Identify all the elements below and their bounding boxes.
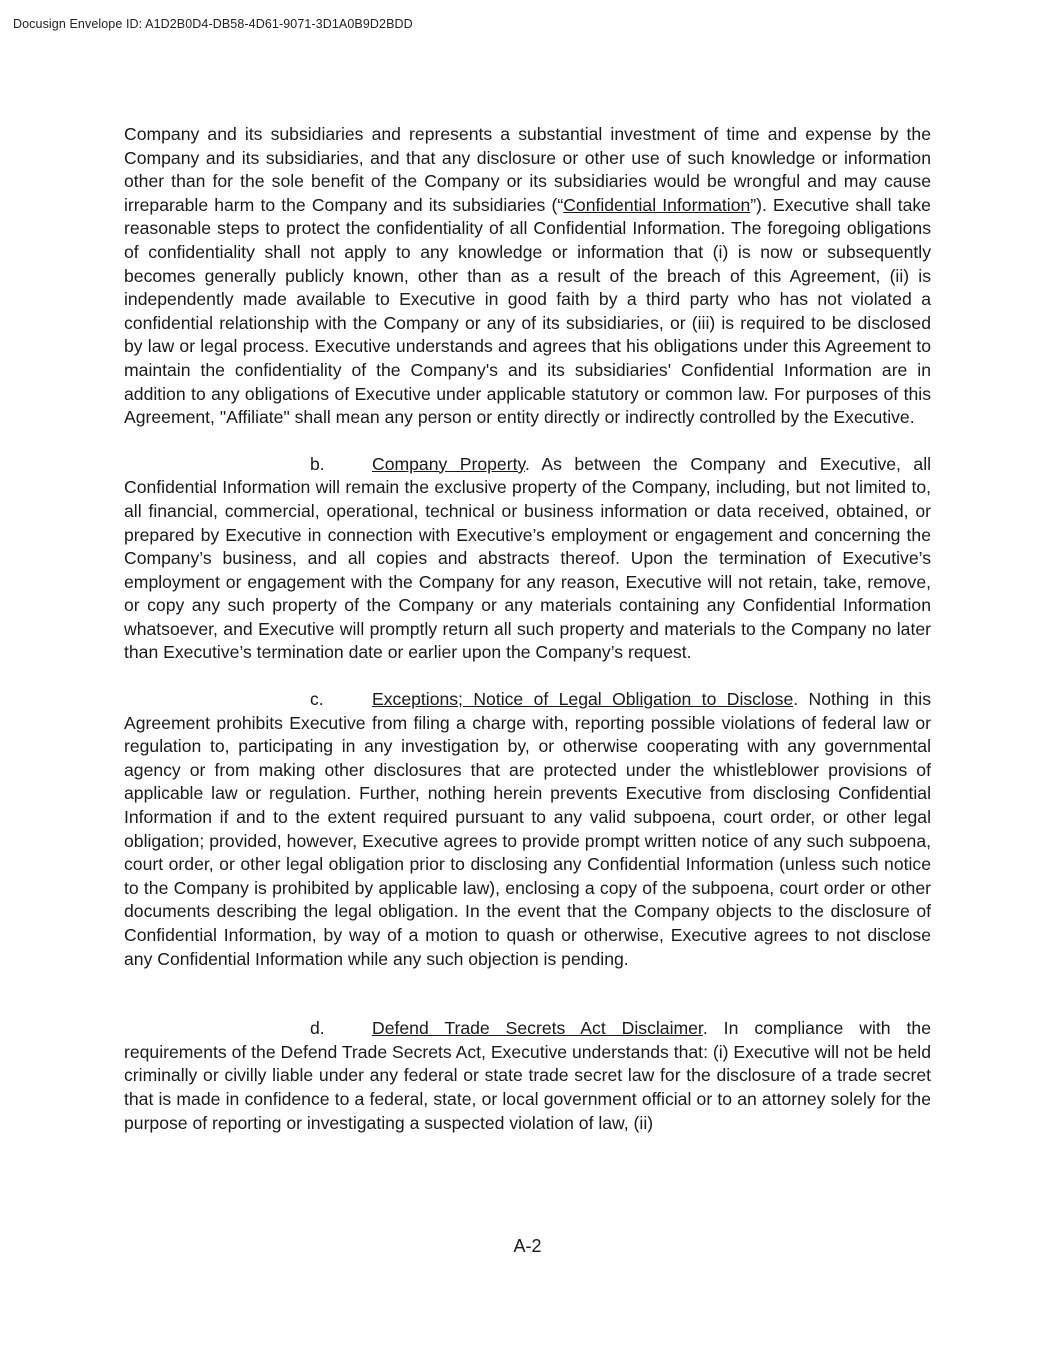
paragraph-confidential-information [124,123,931,430]
section-heading-exceptions: Exceptions; Notice of Legal Obligation to Disclose [372,689,794,710]
defined-term-confidential-information: Confidential Information [563,194,751,215]
paragraph-company-property [124,453,931,665]
section-label-b: b. [310,453,325,474]
section-text-dtsa-disclaimer: . In compliance with the requirements of the Defend Trade Secrets Act, Executive understands that: (i) Executive will not be held criminally or civilly liable under any federal or state trade secret law for the disclosure of a trade secret that is made in confidence to a federal, state, or local government official or to an attorney solely for the purpose of reporting or investigating a suspected violation of law, (ii) [124,1018,931,1133]
section-label-d: d. [310,1018,325,1039]
paragraph-dtsa-disclaimer [124,1017,931,1135]
intro-text-before: Company and its subsidiaries and represents a substantial investment of time and expense by the Company and its subsidiaries, and that any disclosure or other use of such knowledge or information other than for the sole benefit of the Company or its subsidiaries would be wrongful and may cause irreparable harm to the Company and its subsidiaries (“ [124,124,931,215]
section-heading-company-property: Company Property [372,453,525,474]
docusign-envelope-id: Docusign Envelope ID: A1D2B0D4-DB58-4D61-9071-3D1A0B9D2BDD [13,17,413,31]
intro-text-after: ”). Executive shall take reasonable steps to protect the confidentiality of all Confidential Information. The foregoing obligations of confidentiality shall not apply to any knowledge or information that (i) is now or subsequently becomes generally publicly known, other than as a result of the breach of this Agreement, (ii) is independently made available to Executive in good faith by a third party who has not violated a confidential relationship with the Company or any of its subsidiaries, or (iii) is required to be disclosed by law or legal process. Executive understands and agrees that his obligations under this Agreement to maintain the confidentiality of the Company's and its subsidiaries' Confidential Information are in addition to any obligations of Executive under applicable statutory or common law. For purposes of this Agreement, "Affiliate" shall mean any person or entity directly or indirectly controlled by the Executive. [124,194,931,428]
section-text-company-property: . As between the Company and Executive, all Confidential Information will remain the exclusive property of the Company, including, but not limited to, all financial, commercial, operational, technical or business information or data received, obtained, or prepared by Executive in connection with Executive’s employment or engagement and concerning the Company’s business, and all copies and abstracts thereof. Upon the termination of Executive’s employment or engagement with the Company for any reason, Executive will not retain, take, remove, or copy any such property of the Company or any materials containing any Confidential Information whatsoever, and Executive will promptly return all such property and materials to the Company no later than Executive’s termination date or earlier upon the Company’s request. [124,453,932,663]
document-body [124,123,931,1135]
section-label-c: c. [310,689,324,710]
page-number: A-2 [513,1236,542,1256]
section-text-exceptions: . Nothing in this Agreement prohibits Executive from filing a charge with, reporting possible violations of federal law or regulation to, participating in any investigation by, or otherwise cooperating with any governmental agency or from making other disclosures that are protected under the whistleblower provisions of applicable law or regulation. Further, nothing herein prevents Executive from disclosing Confidential Information if and to the extent required pursuant to any valid subpoena, court order, or other legal obligation; provided, however, Executive agrees to provide prompt written notice of any such subpoena, court order, or other legal obligation prior to disclosing any Confidential Information (unless such notice to the Company is prohibited by applicable law), enclosing a copy of the subpoena, court order or other documents describing the legal obligation. In the event that the Company objects to the disclosure of Confidential Information, by way of a motion to quash or otherwise, Executive agrees to not disclose any Confidential Information while any such objection is pending. [124,689,931,969]
section-heading-dtsa-disclaimer: Defend Trade Secrets Act Disclaimer [372,1018,703,1039]
paragraph-exceptions [124,688,931,971]
